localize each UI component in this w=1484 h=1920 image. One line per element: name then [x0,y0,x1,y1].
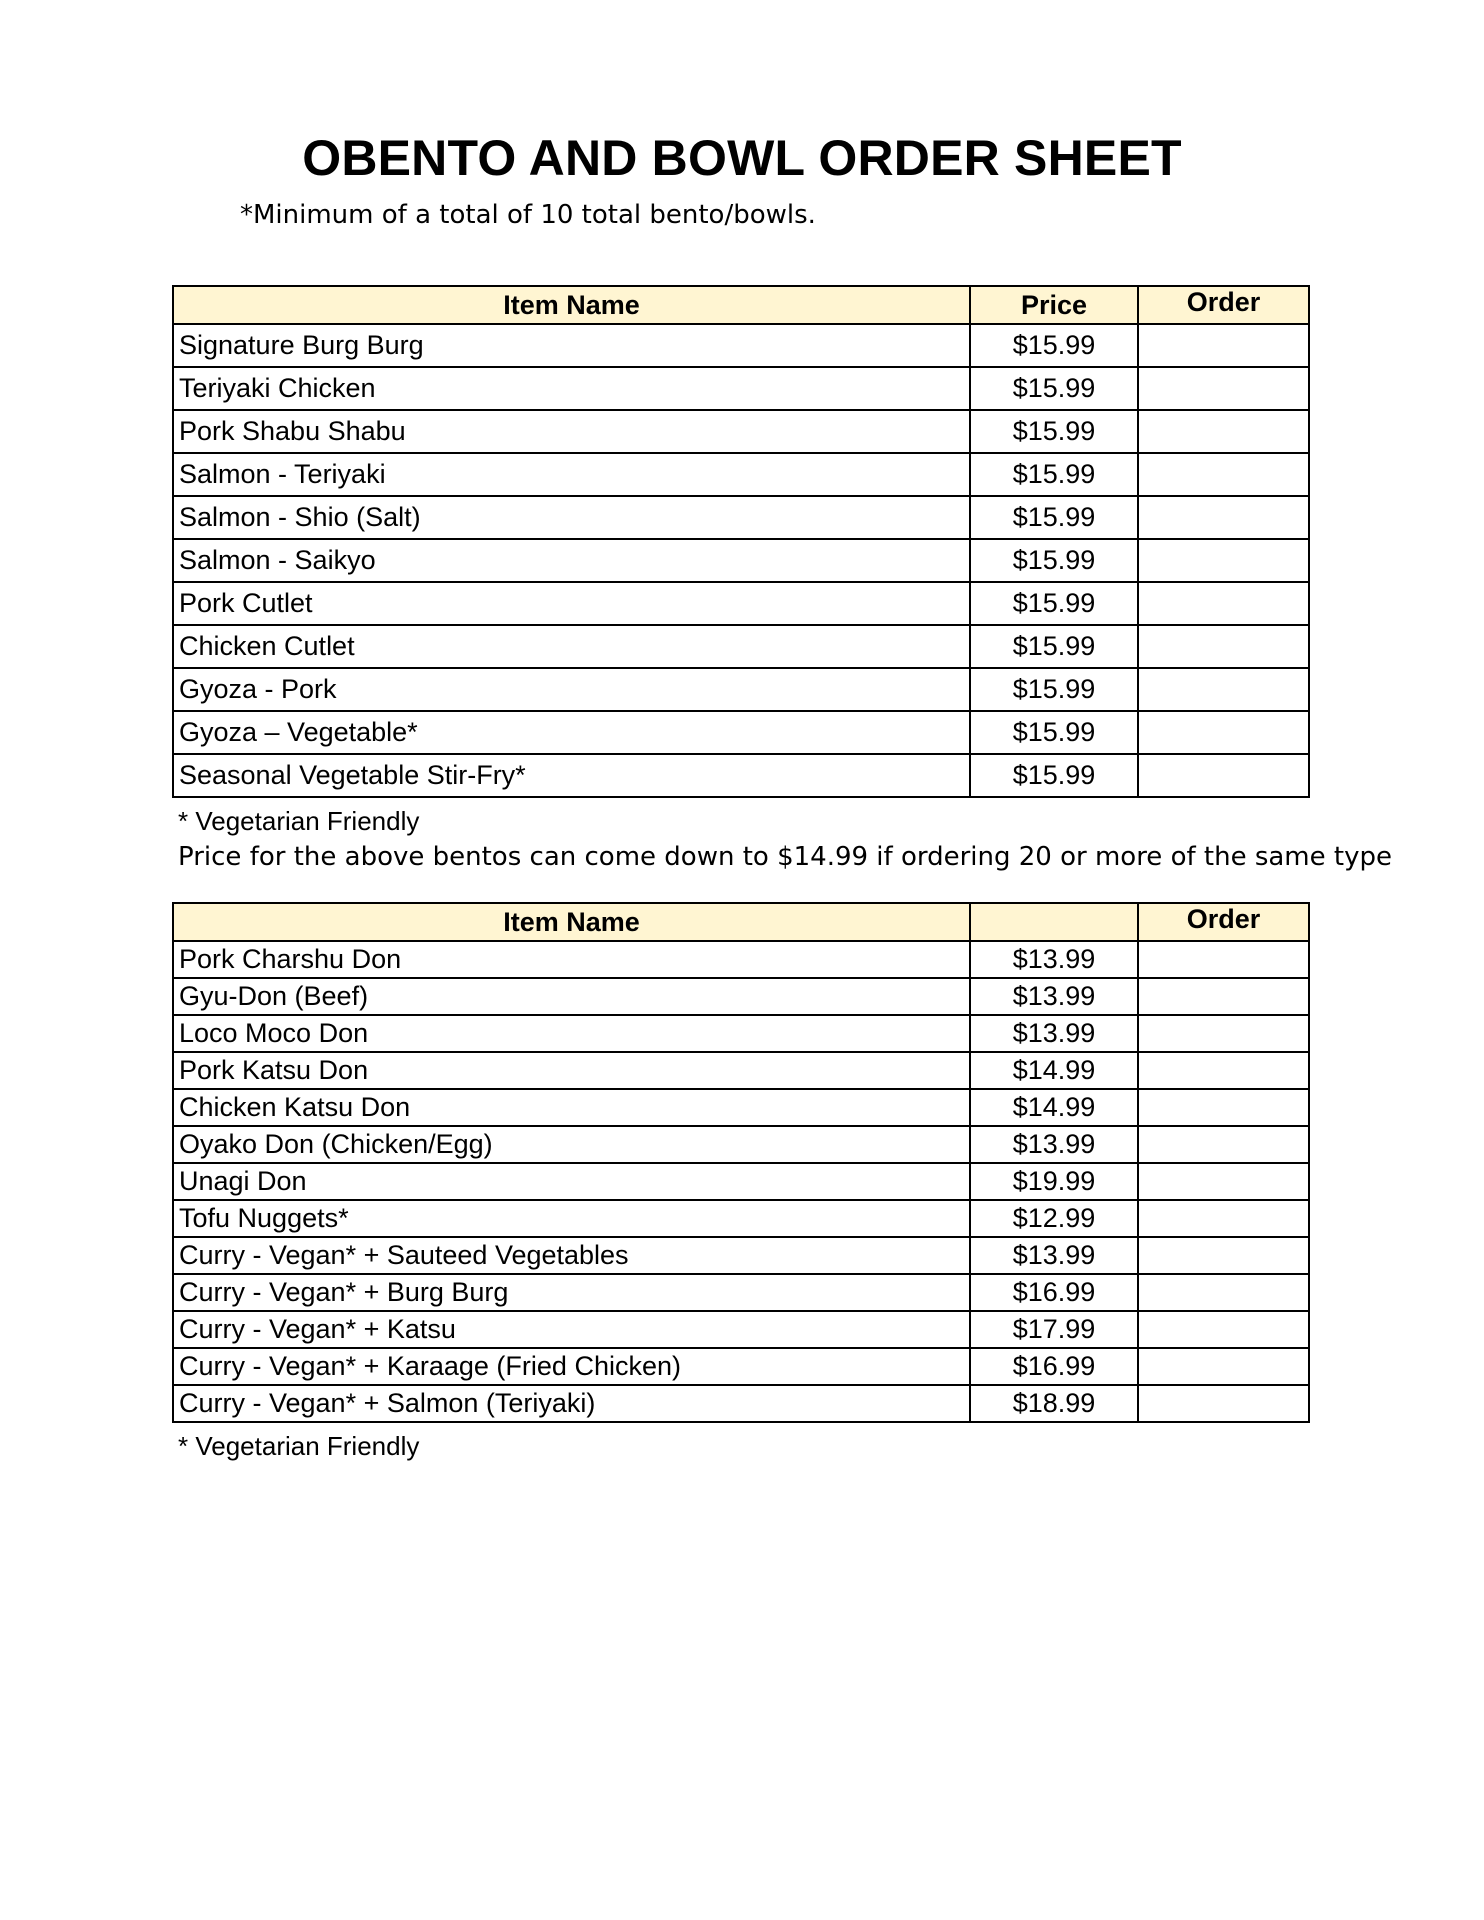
bowl-item-name: Curry - Vegan* + Salmon (Teriyaki) [173,1385,970,1422]
bento-order-cell[interactable] [1138,668,1309,711]
bowl-order-cell[interactable] [1138,1311,1309,1348]
bowl-item-name: Curry - Vegan* + Katsu [173,1311,970,1348]
table-row [173,496,1309,539]
bowl-item-name: Pork Katsu Don [173,1052,970,1089]
bowl-item-price: $12.99 [970,1200,1138,1237]
table-row [173,367,1309,410]
table-row [173,539,1309,582]
table-row [173,324,1309,367]
bowl-item-price: $16.99 [970,1348,1138,1385]
bowl-item-price: $13.99 [970,978,1138,1015]
table-row [173,625,1309,668]
table-row [173,1274,1309,1311]
table-row [173,582,1309,625]
bowl-order-cell[interactable] [1138,1237,1309,1274]
bowl-order-cell[interactable] [1138,1163,1309,1200]
bowl-item-name: Pork Charshu Don [173,941,970,978]
bento-item-name: Chicken Cutlet [173,625,970,668]
bento-item-name: Signature Burg Burg [173,324,970,367]
bowl-item-name: Gyu-Don (Beef) [173,978,970,1015]
bowl-order-cell[interactable] [1138,1015,1309,1052]
table-row [173,711,1309,754]
bento-order-cell[interactable] [1138,711,1309,754]
bowl-item-name: Tofu Nuggets* [173,1200,970,1237]
bento-item-price: $15.99 [970,367,1138,410]
bento-item-price: $15.99 [970,711,1138,754]
bento-order-cell[interactable] [1138,754,1309,797]
page-title: OBENTO AND BOWL ORDER SHEET [302,130,1182,186]
bento-price-note: Price for the above bentos can come down to $14.99 if ordering 20 or more of the same type [178,842,1392,872]
bowl-item-name: Chicken Katsu Don [173,1089,970,1126]
table-row [173,978,1309,1015]
bowl-item-price: $13.99 [970,1126,1138,1163]
bento-item-name-header: Item Name [173,286,970,324]
bento-item-price: $15.99 [970,625,1138,668]
bento-price-header: Price [970,286,1138,324]
minimum-order-note: *Minimum of a total of 10 total bento/bowls. [240,200,816,230]
bowl-order-cell[interactable] [1138,1052,1309,1089]
bento-item-name: Gyoza - Pork [173,668,970,711]
bowl-header-row [173,903,1309,941]
bowl-item-price: $13.99 [970,941,1138,978]
bento-header-row [173,286,1309,324]
bento-item-price: $15.99 [970,539,1138,582]
table-row [173,941,1309,978]
bowl-order-cell[interactable] [1138,1274,1309,1311]
bowl-item-name: Oyako Don (Chicken/Egg) [173,1126,970,1163]
table-row [173,1200,1309,1237]
bowl-order-cell[interactable] [1138,941,1309,978]
table-row [173,1237,1309,1274]
table-row [173,668,1309,711]
table-row [173,754,1309,797]
bento-item-price: $15.99 [970,668,1138,711]
bento-item-price: $15.99 [970,324,1138,367]
bento-item-price: $15.99 [970,582,1138,625]
bowl-item-name: Loco Moco Don [173,1015,970,1052]
bowl-item-name: Curry - Vegan* + Burg Burg [173,1274,970,1311]
bento-item-name: Pork Cutlet [173,582,970,625]
bowl-order-cell[interactable] [1138,1385,1309,1422]
bento-order-header: Order [1138,286,1309,324]
bowl-item-price: $18.99 [970,1385,1138,1422]
bowl-table [172,902,1310,1423]
bento-item-price: $15.99 [970,453,1138,496]
bowl-item-price: $17.99 [970,1311,1138,1348]
bento-item-name: Pork Shabu Shabu [173,410,970,453]
bento-order-cell[interactable] [1138,539,1309,582]
bowl-price-header [970,903,1138,941]
bowl-order-cell[interactable] [1138,1126,1309,1163]
bowl-item-price: $13.99 [970,1237,1138,1274]
bowl-item-name: Curry - Vegan* + Sauteed Vegetables [173,1237,970,1274]
table-row [173,1163,1309,1200]
bento-vegetarian-footnote: * Vegetarian Friendly [178,806,420,836]
bowl-item-price: $14.99 [970,1052,1138,1089]
bowl-order-cell[interactable] [1138,1348,1309,1385]
bento-item-name: Salmon - Teriyaki [173,453,970,496]
bento-order-cell[interactable] [1138,367,1309,410]
bento-item-name: Salmon - Shio (Salt) [173,496,970,539]
bowl-item-price: $14.99 [970,1089,1138,1126]
bento-item-name: Teriyaki Chicken [173,367,970,410]
bowl-item-price: $13.99 [970,1015,1138,1052]
bento-item-name: Seasonal Vegetable Stir-Fry* [173,754,970,797]
bowl-vegetarian-footnote: * Vegetarian Friendly [178,1431,420,1461]
bento-item-name: Salmon - Saikyo [173,539,970,582]
bowl-item-price: $19.99 [970,1163,1138,1200]
table-row [173,1052,1309,1089]
bowl-item-name: Unagi Don [173,1163,970,1200]
table-row [173,1311,1309,1348]
table-row [173,1348,1309,1385]
table-row [173,1126,1309,1163]
bento-table [172,285,1310,798]
bento-order-cell[interactable] [1138,410,1309,453]
bento-item-price: $15.99 [970,410,1138,453]
bento-order-cell[interactable] [1138,625,1309,668]
bento-order-cell[interactable] [1138,496,1309,539]
bowl-order-header: Order [1138,903,1309,941]
bowl-order-cell[interactable] [1138,978,1309,1015]
table-row [173,453,1309,496]
table-row [173,410,1309,453]
table-row [173,1089,1309,1126]
bento-order-cell[interactable] [1138,582,1309,625]
bento-item-name: Gyoza – Vegetable* [173,711,970,754]
table-row [173,1385,1309,1422]
bento-order-cell[interactable] [1138,324,1309,367]
bowl-order-cell[interactable] [1138,1089,1309,1126]
bento-item-price: $15.99 [970,496,1138,539]
bowl-item-name: Curry - Vegan* + Karaage (Fried Chicken) [173,1348,970,1385]
table-row [173,1015,1309,1052]
bowl-order-cell[interactable] [1138,1200,1309,1237]
bento-item-price: $15.99 [970,754,1138,797]
bento-order-cell[interactable] [1138,453,1309,496]
bowl-item-name-header: Item Name [173,903,970,941]
bowl-item-price: $16.99 [970,1274,1138,1311]
